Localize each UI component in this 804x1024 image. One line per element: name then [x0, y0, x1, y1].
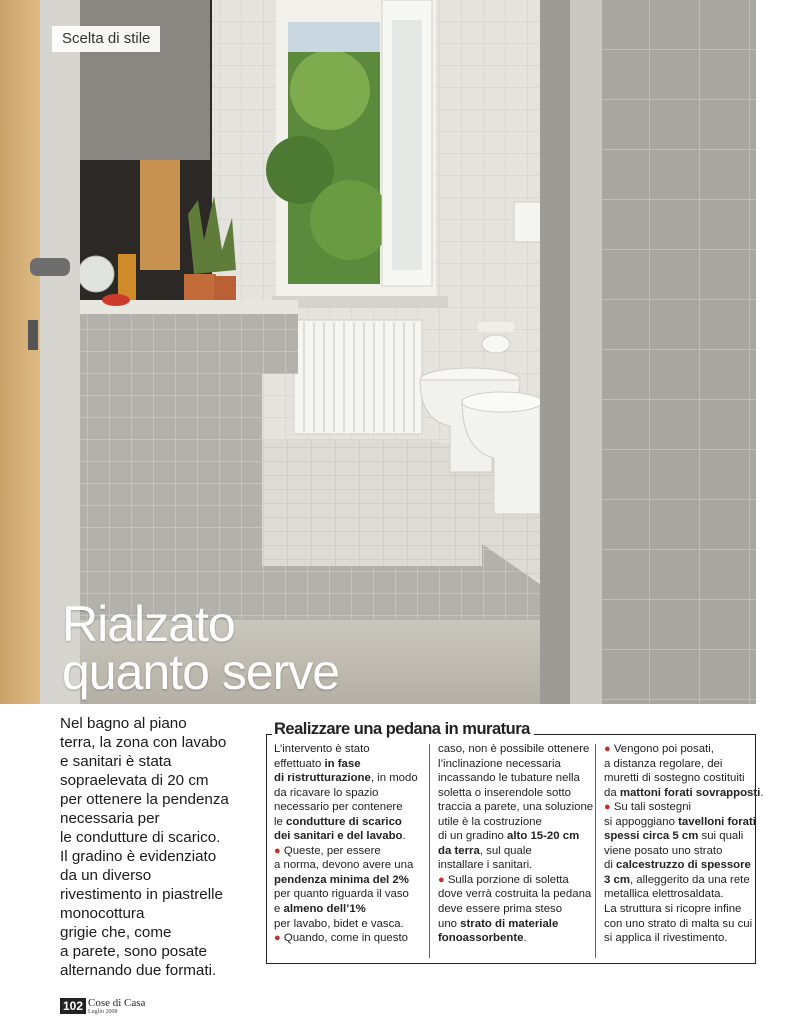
intro-line: monocottura — [60, 905, 145, 922]
text-line: e almeno dell’1% — [274, 903, 366, 916]
intro-line: da un diverso — [60, 867, 152, 884]
text-line: 3 cm, alleggerito da una rete — [604, 873, 750, 886]
text-line: si appoggiano tavelloni forati — [604, 815, 756, 828]
bullet-dot-icon: ● — [604, 743, 611, 755]
intro-line: per ottenere la pendenza — [60, 791, 229, 808]
intro-line: Il gradino è evidenziato — [60, 848, 217, 865]
text-line: l’inclinazione necessaria — [438, 757, 561, 770]
text-line: da terra, sul quale — [438, 844, 532, 857]
text-line: da ricavare lo spazio — [274, 786, 379, 799]
intro-line: grigie che, come — [60, 924, 172, 941]
intro-line: le condutture di scarico. — [60, 829, 221, 846]
text-line: a distanza regolare, dei — [604, 757, 723, 770]
bullet-dot-icon: ● — [274, 932, 281, 945]
intro-line: sopraelevata di 20 cm — [60, 772, 209, 789]
text-line: spessi circa 5 cm sui quali — [604, 830, 744, 843]
text-line: La struttura si ricopre infine — [604, 903, 742, 916]
text-line: di un gradino alto 15-20 cm — [438, 830, 580, 843]
text-line: necessario per contenere — [274, 801, 403, 814]
issue-date: Luglio 2008 — [88, 1009, 118, 1015]
text-line: di ristrutturazione, in modo — [274, 772, 418, 785]
text-line: ● Queste, per essere — [274, 844, 381, 857]
intro-line: Nel bagno al piano — [60, 715, 187, 732]
text-line: pendenza minima del 2% — [274, 873, 409, 886]
box-title: Realizzare una pedana in muratura — [272, 720, 534, 739]
bullet-dot-icon: ● — [438, 873, 445, 886]
text-line: con uno strato di malta su cui — [604, 917, 753, 930]
text-line: da mattoni forati sovrapposti. — [604, 786, 764, 799]
intro-line: rivestimento in piastrelle — [60, 886, 223, 903]
text-line: di calcestruzzo di spessore — [604, 859, 751, 872]
text-line: ● Su tali sostegni — [604, 801, 692, 814]
text-line: dove verrà costruita la pedana — [438, 888, 592, 901]
text-line: dei sanitari e del lavabo. — [274, 830, 406, 843]
text-line: effettuato in fase — [274, 757, 361, 770]
intro-line: necessaria per — [60, 810, 160, 827]
text-line: metallica elettrosaldata. — [604, 888, 724, 901]
intro-line: a parete, sono posate — [60, 943, 207, 960]
column-divider — [595, 744, 596, 958]
magazine-name: Cose di Casa — [88, 997, 146, 1009]
intro-line: terra, la zona con lavabo — [60, 734, 227, 751]
text-line: caso, non è possibile ottenere — [438, 743, 590, 755]
bullet-dot-icon: ● — [604, 801, 611, 814]
intro-line: e sanitari è stata — [60, 753, 172, 770]
text-line: ● Quando, come in questo — [274, 932, 408, 945]
column-divider — [429, 744, 430, 958]
text-line: soletta o inserendole sotto — [438, 786, 571, 799]
text-line: utile è la costruzione — [438, 815, 542, 828]
headline-line-1: Rialzato — [62, 596, 235, 652]
text-line: deve essere prima steso — [438, 903, 563, 916]
text-line: incassando le tubature nella — [438, 772, 580, 785]
text-line: si applica il rivestimento. — [604, 932, 728, 945]
text-line: ● Sulla porzione di soletta — [438, 873, 569, 886]
text-line: fonoassorbente. — [438, 932, 527, 945]
text-line: le condutture di scarico — [274, 815, 402, 828]
text-line: L’intervento è stato — [274, 743, 370, 755]
text-line: traccia a parete, una soluzione — [438, 801, 594, 814]
text-line: viene posato uno strato — [604, 844, 723, 857]
text-line: installare i sanitari. — [438, 859, 533, 872]
page-number: 102 — [60, 998, 86, 1014]
text-line: ● Vengono poi posati, — [604, 743, 714, 755]
box-column-2 — [438, 742, 594, 946]
box-column-1 — [274, 742, 426, 946]
text-line: muretti di sostegno costituiti — [604, 772, 745, 785]
headline-line-2: quanto serve — [62, 644, 340, 700]
text-line: per quanto riguarda il vaso — [274, 888, 409, 901]
box-column-3 — [604, 742, 764, 946]
article-headline — [62, 596, 340, 700]
intro-line: alternando due formati. — [60, 962, 217, 979]
section-tag: Scelta di stile — [52, 26, 160, 52]
text-line: a norma, devono avere una — [274, 859, 414, 872]
text-line: per lavabo, bidet e vasca. — [274, 917, 404, 930]
intro-paragraph — [60, 714, 260, 980]
text-line: uno strato di materiale — [438, 917, 559, 930]
bullet-dot-icon: ● — [274, 844, 281, 857]
